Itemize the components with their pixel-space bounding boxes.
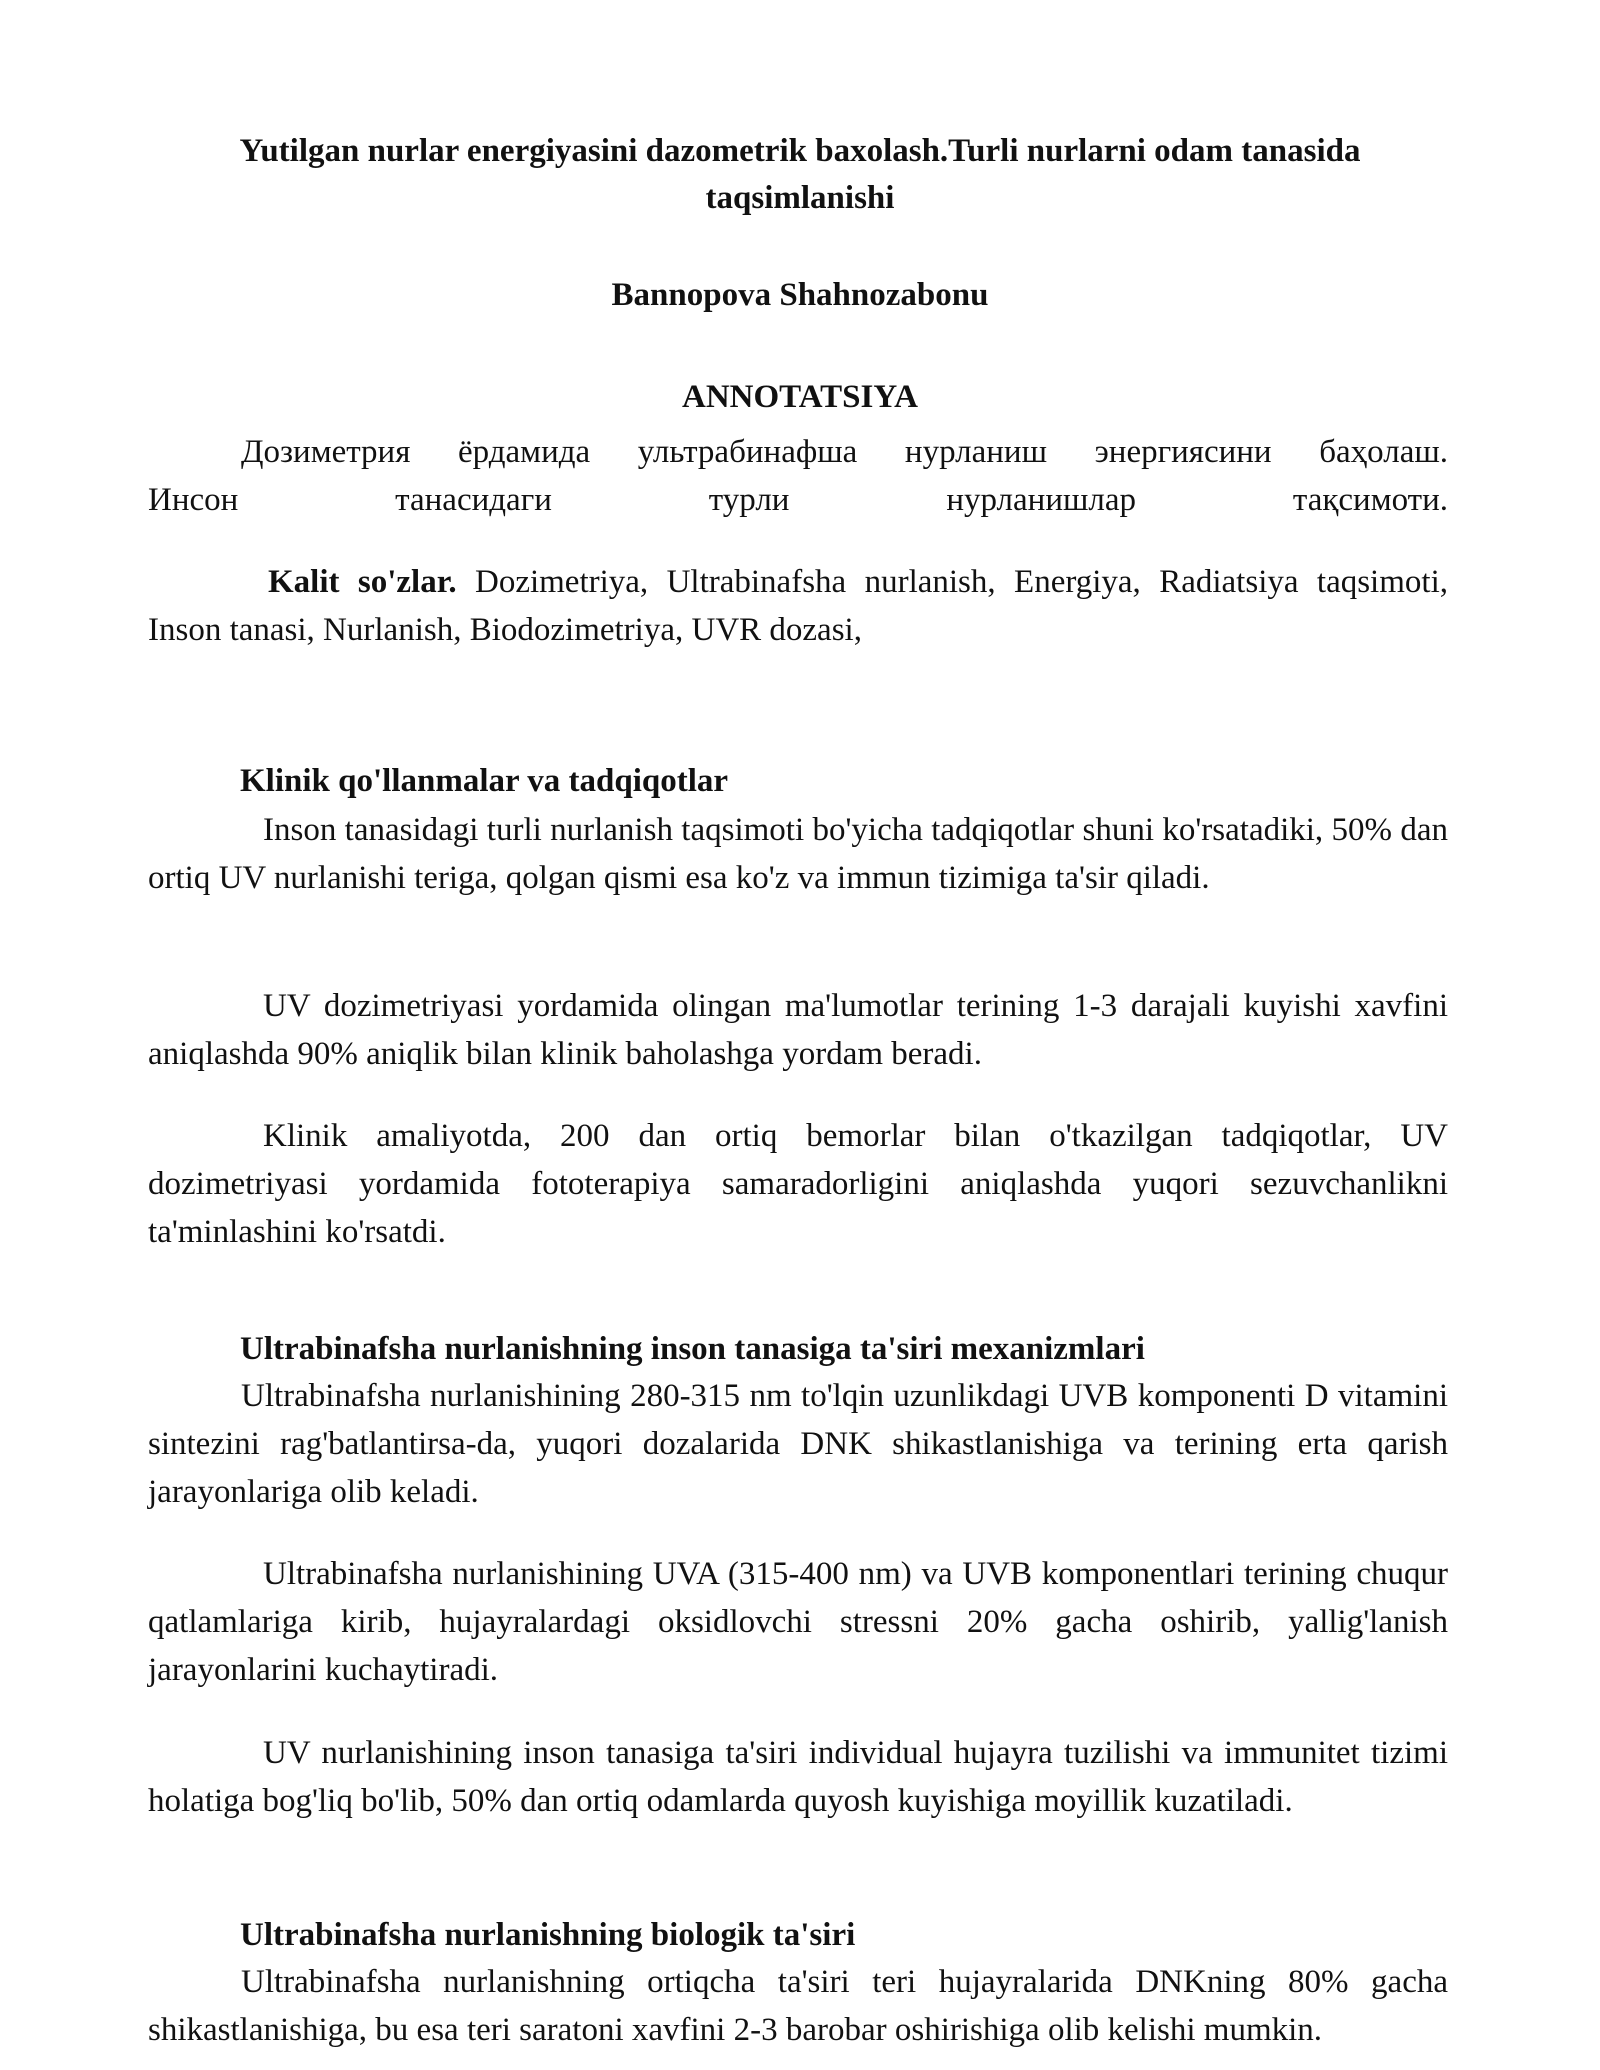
section-heading-mechanisms: Ultrabinafsha nurlanishning inson tanasiga ta'siri mexanizmlari xyxy=(240,1331,1145,1367)
section-heading-biological: Ultrabinafsha nurlanishning biologik ta'siri xyxy=(240,1917,856,1953)
section-1-paragraph-3: Klinik amaliyotda, 200 dan ortiq bemorlar bilan o'tkazilgan tadqiqotlar, UV dozimetriyasi yordamida fototerapiya samaradorligini aniqlashda yuqori sezuvchanlikni ta'minlashini ko'rsatdi. xyxy=(148,1118,1448,1250)
annotation-line-2: Инсон танасидаги турли нурланишлар тақсимоти. xyxy=(148,482,1448,518)
section-1-paragraph-2: UV dozimetriyasi yordamida olingan ma'lumotlar terining 1-3 darajali kuyishi xavfini aniqlashda 90% aniqlik bilan klinik baholashga yordam beradi. xyxy=(148,988,1448,1072)
section-heading-clinical: Klinik qo'llanmalar va tadqiqotlar xyxy=(240,763,729,799)
section-2-paragraph-1: Ultrabinafsha nurlanishining 280-315 nm to'lqin uzunlikdagi UVB komponenti D vitamini sintezini rag'batlantirsa-da, yuqori dozalarida DNK shikastlanishiga va terining erta qarish jarayonlariga olib keladi. xyxy=(148,1378,1448,1510)
author-name: Bannopova Shahnozabonu xyxy=(611,277,989,313)
annotation-line-1: Дозиметрия ёрдамида ультрабинафша нурланиш энергиясини баҳолаш. xyxy=(241,434,1448,470)
keywords-paragraph xyxy=(148,558,1448,654)
keywords-label: Kalit so'zlar. xyxy=(268,564,457,600)
section-2-paragraph-2: Ultrabinafsha nurlanishining UVA (315-400 nm) va UVB komponentlari terining chuqur qatlamlariga kirib, hujayralardagi oksidlovchi stressni 20% gacha oshirib, yallig'lanish jarayonlarini kuchaytiradi. xyxy=(148,1556,1448,1688)
section-2-paragraph-3: UV nurlanishining inson tanasiga ta'siri individual hujayra tuzilishi va immunitet tizimi holatiga bog'liq bo'lib, 50% dan ortiq odamlarda quyosh kuyishiga moyillik kuzatiladi. xyxy=(148,1735,1448,1819)
annotation-text xyxy=(148,428,1448,524)
section-3-paragraph-1: Ultrabinafsha nurlanishning ortiqcha ta'siri teri hujayralarida DNKning 80% gacha shikastlanishiga, bu esa teri saratoni xavfini 2-3 barobar oshirishiga olib kelishi mumkin. xyxy=(148,1964,1448,2048)
keywords-text: Dozimetriya, Ultrabinafsha nurlanish, Energiya, Radiatsiya taqsimoti, Inson tanasi, Nurlanish, Biodozimetriya, UVR dozasi, xyxy=(148,564,1448,648)
section-1-paragraph-1: Inson tanasidagi turli nurlanish taqsimoti bo'yicha tadqiqotlar shuni ko'rsatadiki, 50% dan ortiq UV nurlanishi teriga, qolgan qismi esa ko'z va immun tizimiga ta'sir qiladi. xyxy=(148,812,1448,896)
annotation-heading: ANNOTATSIYA xyxy=(682,379,918,415)
document-title: Yutilgan nurlar energiyasini dazometrik baxolash.Turli nurlarni odam tanasida taqsimlanishi xyxy=(239,133,1361,216)
